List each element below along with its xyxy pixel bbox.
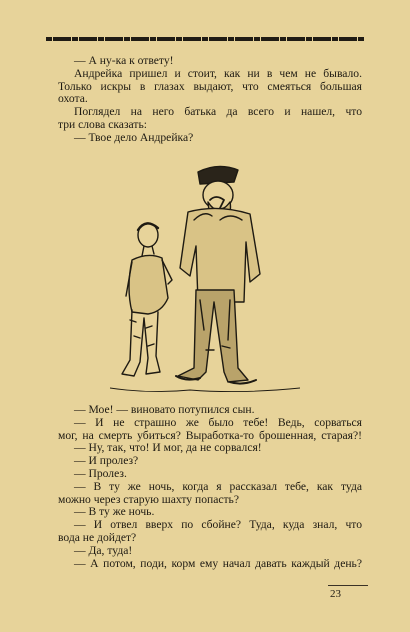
illustration-father-and-son [110,150,300,405]
text-line: мог, на смерть убиться? Выработка-то брошенная, старая?! [58,428,362,442]
text-block-top [58,54,362,145]
decorative-header-rule [46,36,364,42]
text-line: — А потом, поди, корм ему начал давать каждый день? [74,556,362,570]
boy-figure [122,223,172,376]
text-line: — В ту же ночь, когда я рассказал тебе, как туда [74,479,362,493]
text-line: — В ту же ночь. [74,505,155,519]
text-line: три слова сказать: [58,117,147,131]
page-number: 23 [330,588,341,600]
text-line: Андрейка пришел и стоит, как ни в чем не бывало. [74,66,362,80]
text-line: — Да, туда! [74,543,133,557]
text-line: — Твое дело Андрейка? [74,130,194,144]
text-block-bottom [58,403,362,570]
text-line: Только искры в глазах выдают, что смеяться большая [58,79,362,93]
page-number-rule [328,585,368,586]
text-line: Поглядел на него батька да всего и нашел, что [74,105,362,119]
text-line: — Пролез. [74,466,127,480]
text-line: охота. [58,92,88,106]
father-figure [176,166,260,383]
text-line: — А ну-ка к ответу! [74,54,174,67]
text-line: — И пролез? [74,454,139,468]
text-line: — Ну, так, что! И мог, да не сорвался! [74,441,262,455]
text-line: — И не страшно же было тебе! Ведь, сорваться [74,415,362,429]
text-line: — Мое! — виновато потупился сын. [74,403,255,416]
text-line: — И отвел вверх по сбойне? Туда, куда знал, что [74,518,362,532]
text-line: вода не дойдет? [58,530,137,544]
text-line: можно через старую шахту попасть? [58,492,239,506]
